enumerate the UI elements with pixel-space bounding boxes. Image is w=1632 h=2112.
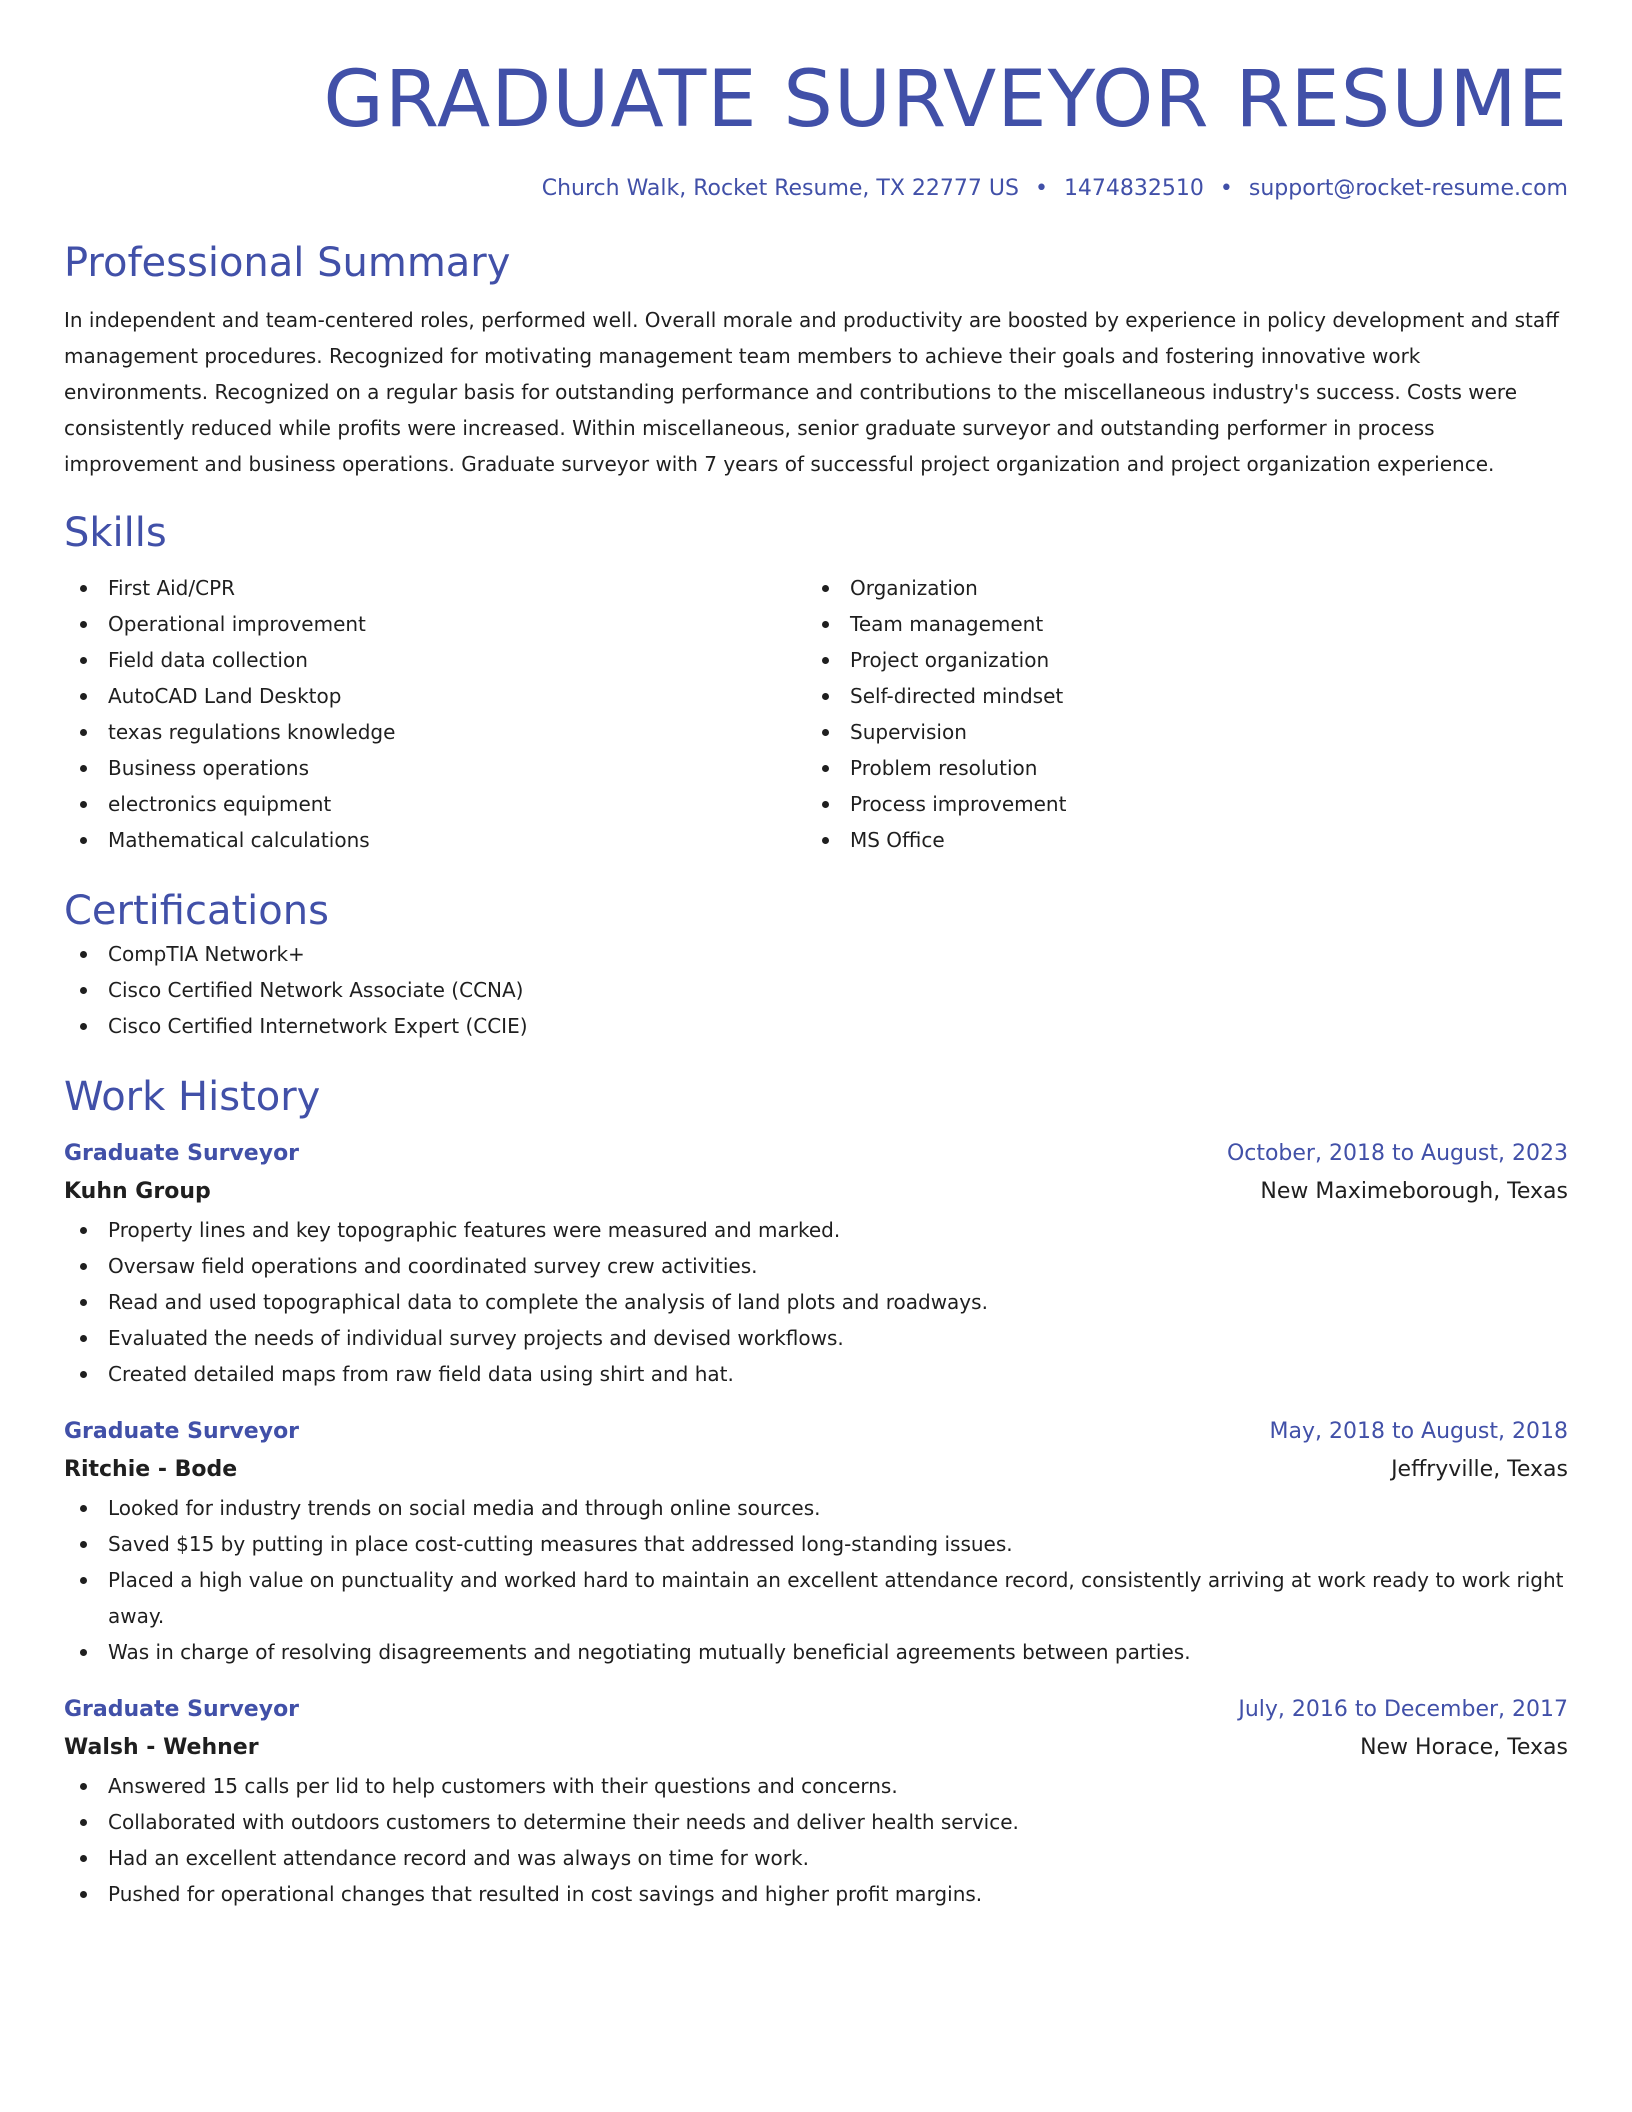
job-title: Graduate Surveyor [64, 1419, 300, 1444]
skill-item: MS Office [806, 822, 1548, 858]
certifications-heading: Certifications [64, 888, 329, 934]
job-company: Walsh - Wehner [64, 1735, 259, 1760]
job-dates: October, 2018 to August, 2023 [1226, 1141, 1568, 1166]
job-bullet: Read and used topographical data to complete the analysis of land plots and roadways. [64, 1284, 1568, 1320]
skill-item: Mathematical calculations [64, 822, 806, 858]
job-title: Graduate Surveyor [64, 1141, 300, 1166]
skill-item: texas regulations knowledge [64, 714, 806, 750]
job-dates: July, 2016 to December, 2017 [1238, 1697, 1568, 1722]
job-bullets [64, 1490, 1568, 1670]
certification-item: Cisco Certified Internetwork Expert (CCIE) [64, 1008, 1568, 1044]
contact-separator: • [1034, 176, 1048, 201]
skill-item: Project organization [806, 642, 1548, 678]
job-bullet: Placed a high value on punctuality and worked hard to maintain an excellent attendance record, consistently arriving at work ready to work right away. [64, 1562, 1568, 1634]
contact-line [64, 174, 1568, 204]
page-title: GRADUATE SURVEYOR RESUME [323, 55, 1568, 145]
work-history-heading: Work History [64, 1074, 321, 1120]
skill-item: Self-directed mindset [806, 678, 1548, 714]
skills-grid [64, 570, 1568, 858]
summary-heading: Professional Summary [64, 240, 511, 286]
skill-item: Team management [806, 606, 1548, 642]
job-location: New Maximeborough, Texas [1260, 1179, 1568, 1204]
skill-item: Problem resolution [806, 750, 1548, 786]
certifications-list [64, 936, 1568, 1044]
skills-heading: Skills [64, 510, 167, 556]
job-bullet: Saved $15 by putting in place cost-cutting measures that addressed long-standing issues. [64, 1526, 1568, 1562]
skill-item: Process improvement [806, 786, 1548, 822]
job-bullet: Pushed for operational changes that resulted in cost savings and higher profit margins. [64, 1876, 1568, 1912]
job-bullet: Looked for industry trends on social media and through online sources. [64, 1490, 1568, 1526]
job-bullet: Collaborated with outdoors customers to determine their needs and deliver health service. [64, 1804, 1568, 1840]
summary-section [64, 238, 1568, 482]
job-location: Jeffryville, Texas [1391, 1457, 1568, 1482]
job-bullets [64, 1768, 1568, 1912]
certification-item: Cisco Certified Network Associate (CCNA) [64, 972, 1568, 1008]
contact-address: Church Walk, Rocket Resume, TX 22777 US [541, 176, 1019, 201]
skill-item: Field data collection [64, 642, 806, 678]
job-company: Kuhn Group [64, 1179, 211, 1204]
contact-separator: • [1219, 176, 1233, 201]
skill-item: AutoCAD Land Desktop [64, 678, 806, 714]
skill-item: First Aid/CPR [64, 570, 806, 606]
job-bullets [64, 1212, 1568, 1392]
skills-section [64, 508, 1568, 858]
job-bullet: Evaluated the needs of individual survey projects and devised workflows. [64, 1320, 1568, 1356]
job-entry [64, 1136, 1568, 1392]
job-title: Graduate Surveyor [64, 1697, 300, 1722]
skills-column-left [64, 570, 806, 858]
certifications-section [64, 886, 1568, 1044]
skill-item: electronics equipment [64, 786, 806, 822]
job-bullet: Created detailed maps from raw field data using shirt and hat. [64, 1356, 1568, 1392]
skill-item: Operational improvement [64, 606, 806, 642]
skill-item: Supervision [806, 714, 1548, 750]
job-entry [64, 1414, 1568, 1670]
certification-item: CompTIA Network+ [64, 936, 1568, 972]
job-bullet: Answered 15 calls per lid to help customers with their questions and concerns. [64, 1768, 1568, 1804]
job-entry [64, 1692, 1568, 1912]
job-bullet: Was in charge of resolving disagreements and negotiating mutually beneficial agreements between parties. [64, 1634, 1568, 1670]
skill-item: Business operations [64, 750, 806, 786]
skill-item: Organization [806, 570, 1548, 606]
job-bullet: Property lines and key topographic features were measured and marked. [64, 1212, 1568, 1248]
job-bullet: Had an excellent attendance record and was always on time for work. [64, 1840, 1568, 1876]
job-location: New Horace, Texas [1360, 1735, 1568, 1760]
summary-text: In independent and team-centered roles, performed well. Overall morale and productivity are boosted by experience in policy development and staff management procedures. Recognized for motivating management team members to achieve their goals and fostering innovative work environments. Recognized on a regular basis for outstanding performance and contributions to the miscellaneous industry's success. Costs were consistently reduced while profits were increased. Within miscellaneous, senior graduate surveyor and outstanding performer in process improvement and business operations. Graduate surveyor with 7 years of successful project organization and project organization experience. [64, 308, 1559, 476]
job-company: Ritchie - Bode [64, 1457, 238, 1482]
work-history-section [64, 1072, 1568, 1912]
job-bullet: Oversaw field operations and coordinated survey crew activities. [64, 1248, 1568, 1284]
contact-email: support@rocket-resume.com [1248, 176, 1568, 201]
job-dates: May, 2018 to August, 2018 [1269, 1419, 1568, 1444]
contact-phone: 1474832510 [1063, 176, 1204, 201]
skills-column-right [806, 570, 1548, 858]
